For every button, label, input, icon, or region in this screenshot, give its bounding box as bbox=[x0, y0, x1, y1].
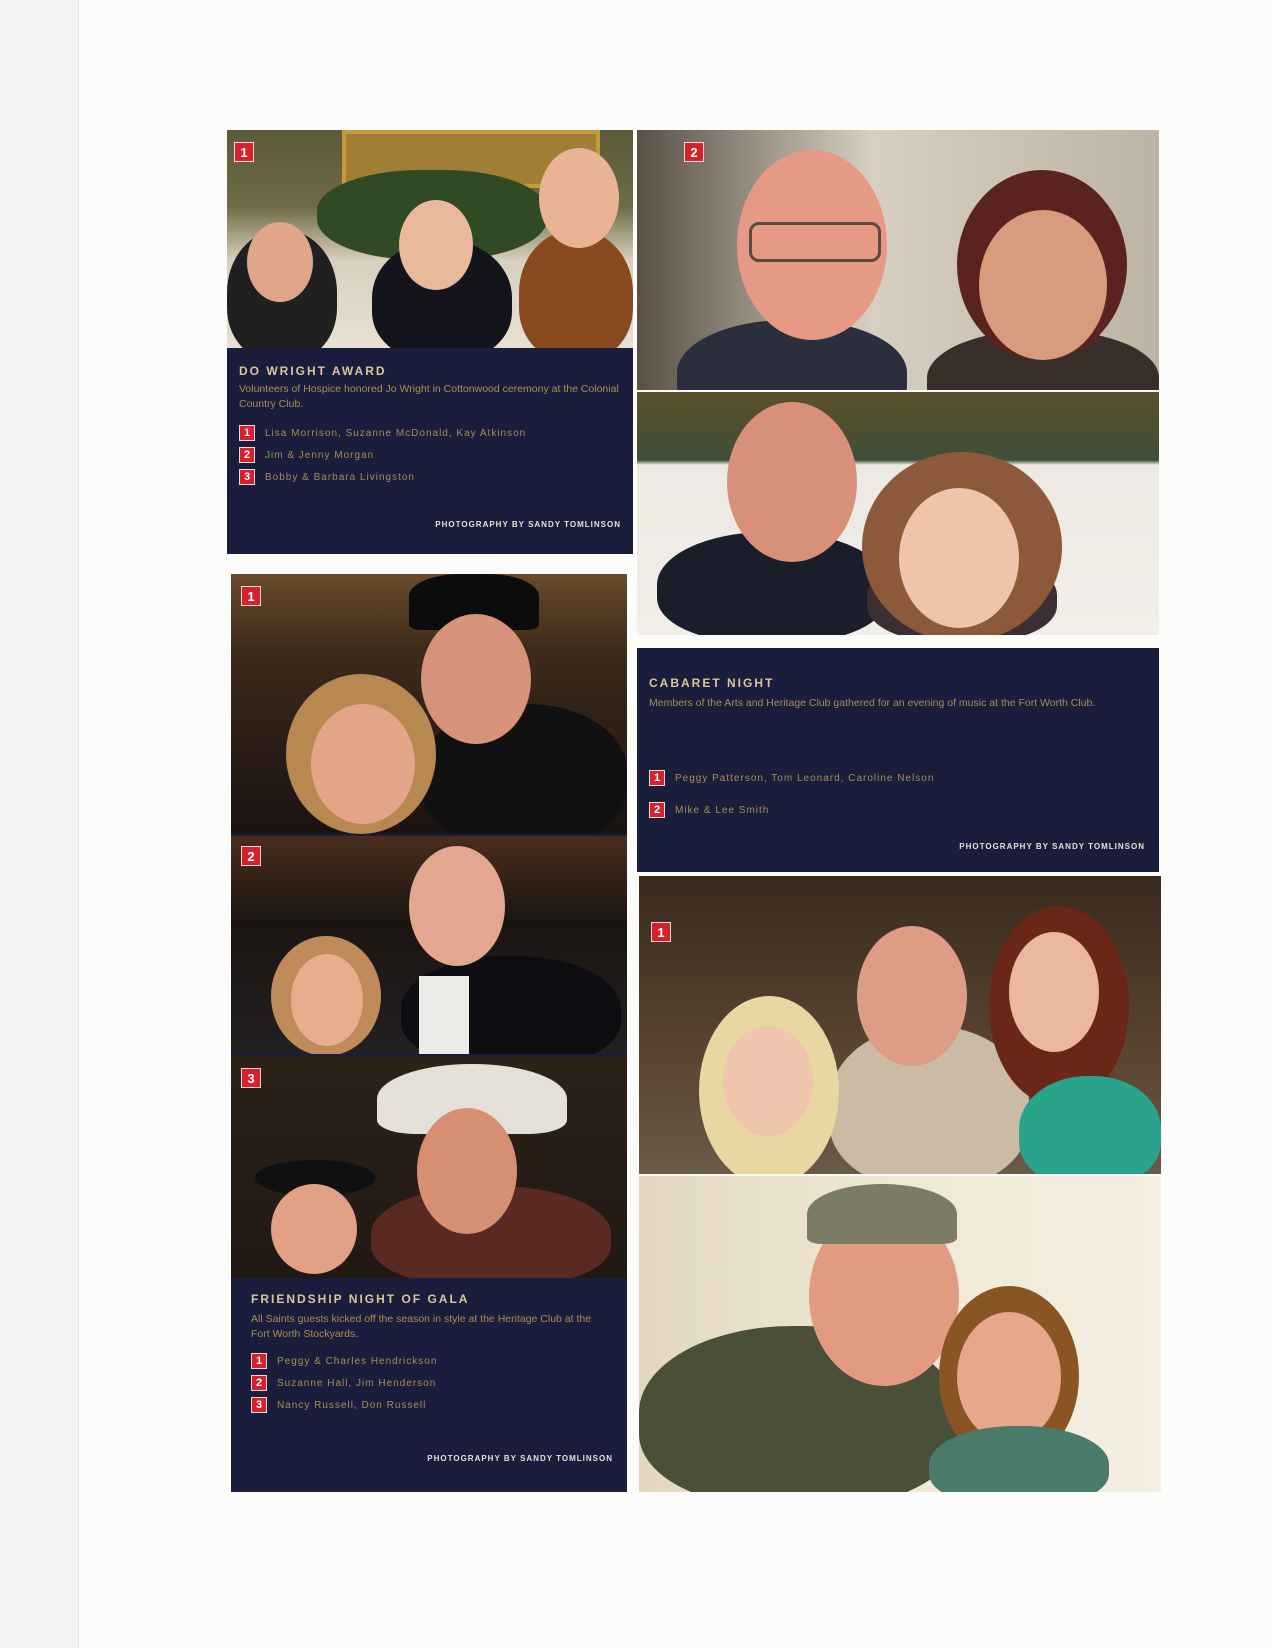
caption-text: Lisa Morrison, Suzanne McDonald, Kay Atkinson bbox=[265, 427, 527, 439]
caption-text: Peggy Patterson, Tom Leonard, Caroline Nelson bbox=[675, 772, 935, 784]
scan-page-edge bbox=[0, 0, 79, 1648]
caption-item bbox=[239, 444, 526, 466]
couple-photo bbox=[637, 130, 1159, 390]
person bbox=[1019, 1076, 1161, 1174]
caption-number-badge: 2 bbox=[239, 447, 255, 463]
face bbox=[1009, 932, 1099, 1052]
photo-number-badge: 3 bbox=[241, 1068, 261, 1088]
photo-credit: PHOTOGRAPHY BY SANDY TOMLINSON bbox=[427, 1454, 613, 1463]
face bbox=[291, 954, 363, 1046]
caption-number-badge: 2 bbox=[649, 802, 665, 818]
section-headline: FRIENDSHIP NIGHT OF GALA bbox=[251, 1292, 470, 1306]
caption-text: Peggy & Charles Hendrickson bbox=[277, 1355, 438, 1367]
caption-item bbox=[251, 1350, 437, 1372]
caption-item bbox=[251, 1372, 437, 1394]
photo-credit: PHOTOGRAPHY BY SANDY TOMLINSON bbox=[959, 842, 1145, 851]
face bbox=[399, 200, 473, 290]
section-headline: DO WRIGHT AWARD bbox=[239, 364, 387, 378]
photo-number-badge: 2 bbox=[241, 846, 261, 866]
caption-number-badge: 1 bbox=[251, 1353, 267, 1369]
face bbox=[539, 148, 619, 248]
shirt bbox=[419, 976, 469, 1054]
face bbox=[727, 402, 857, 562]
caption-list bbox=[239, 422, 526, 488]
couple-photo bbox=[231, 1056, 627, 1278]
eyeglasses bbox=[749, 222, 881, 262]
photo-number-badge: 1 bbox=[234, 142, 254, 162]
caption-number-badge: 1 bbox=[239, 425, 255, 441]
section-blurb: All Saints guests kicked off the season in style at the Heritage Club at the Fort Worth Stockyards. bbox=[251, 1313, 592, 1340]
face bbox=[899, 488, 1019, 628]
face bbox=[957, 1312, 1061, 1442]
camo-cap bbox=[807, 1184, 957, 1244]
caption-item bbox=[239, 422, 526, 444]
caption-text: Mike & Lee Smith bbox=[675, 804, 770, 816]
section-blurb: Volunteers of Hospice honored Jo Wright in Cottonwood ceremony at the Colonial Country Club. bbox=[239, 383, 619, 410]
face bbox=[723, 1026, 813, 1136]
couple-photo bbox=[639, 1176, 1161, 1492]
caption-text: Jim & Jenny Morgan bbox=[265, 449, 375, 461]
caption-number-badge: 1 bbox=[649, 770, 665, 786]
caption-item bbox=[239, 466, 526, 488]
face bbox=[271, 1184, 357, 1274]
face bbox=[979, 210, 1107, 360]
face bbox=[417, 1108, 517, 1234]
section-headline: CABARET NIGHT bbox=[649, 676, 775, 690]
article-panel-left bbox=[231, 574, 627, 1492]
person bbox=[929, 1426, 1109, 1492]
face bbox=[247, 222, 313, 302]
face bbox=[421, 614, 531, 744]
caption-text: Suzanne Hall, Jim Henderson bbox=[277, 1377, 437, 1389]
caption-item bbox=[649, 794, 934, 826]
couple-photo bbox=[231, 836, 627, 1054]
article-panel-top-left bbox=[227, 130, 633, 554]
article-panel-right bbox=[637, 648, 1159, 872]
face bbox=[857, 926, 967, 1066]
caption-list bbox=[251, 1350, 437, 1416]
section-blurb: Members of the Arts and Heritage Club gathered for an evening of music at the Fort Worth Club. bbox=[649, 697, 1096, 709]
caption-number-badge: 2 bbox=[251, 1375, 267, 1391]
photo-credit: PHOTOGRAPHY BY SANDY TOMLINSON bbox=[435, 520, 621, 529]
caption-number-badge: 3 bbox=[251, 1397, 267, 1413]
photo-number-badge: 1 bbox=[241, 586, 261, 606]
caption-list bbox=[649, 762, 934, 826]
caption-text: Bobby & Barbara Livingston bbox=[265, 471, 415, 483]
face bbox=[311, 704, 415, 824]
couple-photo bbox=[637, 392, 1159, 635]
couple-photo bbox=[231, 574, 627, 834]
photo-number-badge: 2 bbox=[684, 142, 704, 162]
face bbox=[409, 846, 505, 966]
caption-item bbox=[649, 762, 934, 794]
group-photo bbox=[639, 876, 1161, 1174]
caption-item bbox=[251, 1394, 437, 1416]
group-photo bbox=[227, 130, 633, 348]
caption-text: Nancy Russell, Don Russell bbox=[277, 1399, 427, 1411]
photo-number-badge: 1 bbox=[651, 922, 671, 942]
caption-number-badge: 3 bbox=[239, 469, 255, 485]
